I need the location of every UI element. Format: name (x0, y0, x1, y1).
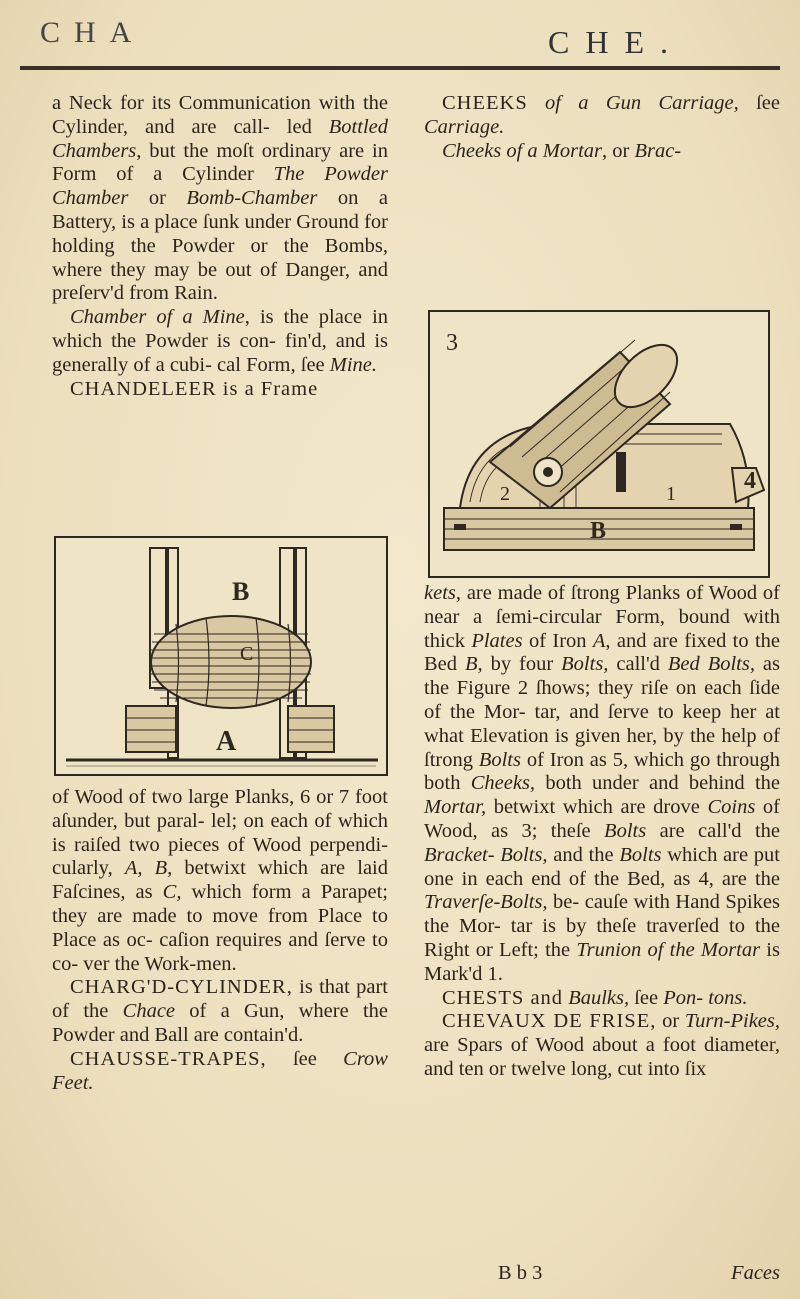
italic-text: Chamber of a Mine (70, 306, 245, 329)
text-run: of Wood of two large Planks, 6 or 7 foot aſunder, but paral- lel; on each of which is raiſed two pieces of Wood perpendi- cularly, (52, 786, 388, 880)
catchword: Faces (731, 1262, 780, 1284)
text-run: of Iron (522, 629, 593, 652)
text-run: or (128, 187, 187, 210)
text-run: call'd (608, 653, 668, 676)
text-run: of Iron as 5, which go through both (424, 748, 780, 795)
italic-text: Coins (707, 796, 756, 819)
italic-text: kets (424, 582, 456, 604)
italic-text: Crow Feet. (52, 1047, 388, 1094)
text-run: CHEEKS (442, 92, 528, 114)
label-2: 2 (500, 483, 510, 505)
italic-text: Brac- (634, 139, 682, 162)
running-header (0, 6, 800, 66)
italic-text: Bed Bolts, (667, 653, 755, 676)
text-run: both under and behind the (535, 772, 781, 795)
left-column-top (52, 92, 388, 401)
italic-text: Traverſe-Bolts, (424, 891, 548, 914)
italic-text: Baulks, (568, 986, 630, 1009)
text-run: a Neck for its Communication with the Cylinder, and are call- led (52, 92, 388, 138)
text-run: , and are fixed to the Bed (424, 629, 781, 676)
header-left: CHA (40, 16, 146, 49)
text-run: CHAUSSE-TRAPES, (70, 1047, 267, 1070)
italic-text: Chace (122, 1000, 176, 1023)
label-b: B (590, 518, 607, 544)
italic-text: Bolts (604, 819, 647, 842)
italic-text: Bottled Chambers (52, 115, 388, 162)
label-3: 3 (446, 330, 458, 356)
italic-text: A (592, 629, 606, 652)
paragraph (424, 1010, 780, 1081)
text-run: ſee (266, 1047, 344, 1070)
label-4: 4 (744, 468, 756, 494)
italic-text: A, B, (124, 857, 173, 880)
text-run: as the Figure 2 ſhows; they riſe on each ſide of the Mor- tar, and ſerve to keep her at what Elevation is given her, by the help of ſtrong (424, 653, 780, 771)
mortar-illustration (430, 312, 768, 576)
paragraph (424, 582, 780, 987)
italic-text: C, (162, 881, 182, 904)
label-a: A (216, 726, 237, 757)
italic-text: Turn-Pikes, (684, 1010, 780, 1033)
text-run: , are made of ſtrong Planks of Wood of near a ſemi-circular Form, bound with thick (424, 582, 780, 652)
text-run: is that part of the (52, 976, 388, 1023)
italic-text: Bolts, (561, 653, 609, 676)
italic-text: The Powder Chamber (52, 163, 388, 210)
text-run: betwixt which are laid Faſcines, as (52, 857, 389, 904)
paragraph (52, 1048, 388, 1096)
text-run: , is the place in which the Powder is con- fin'd, and is generally of a cubi- cal Form, ſee (52, 306, 389, 376)
italic-text: of a Gun Carriage, (545, 92, 739, 114)
text-run: CHARG'D-CYLINDER, (70, 976, 293, 999)
paragraph (52, 786, 388, 976)
italic-text: Mortar, (424, 796, 487, 819)
text-run: betwixt which are drove (486, 796, 708, 819)
label-1: 1 (666, 483, 676, 505)
page-footer (490, 1262, 780, 1285)
right-column-main (424, 582, 780, 1082)
right-column-top (424, 92, 780, 163)
left-column-bottom (52, 786, 388, 1095)
chandeleer-illustration (56, 538, 386, 774)
italic-text: Plates (471, 629, 523, 652)
text-run: be- cauſe with Hand Spikes the Mor- tar is by theſe traverſed to the Right or Left; the (424, 891, 780, 961)
paragraph (52, 92, 388, 306)
header-rule (20, 66, 780, 70)
italic-text: Carriage. (424, 115, 505, 138)
paragraph (52, 378, 388, 402)
paragraph (424, 987, 780, 1011)
text-run: which form a Parapet; they are made to move from Place to Place as oc- caſion requires and ſerve to co- ver the Work-men. (52, 881, 388, 975)
text-run: CHANDELEER is a Frame (70, 377, 319, 400)
paragraph (424, 92, 780, 140)
text-run: are call'd the (646, 819, 780, 842)
text-run: and the (547, 843, 620, 866)
text-run: by four (482, 653, 562, 676)
text-run: CHEVAUX DE FRISE, (442, 1010, 657, 1033)
figure-mortar-cheeks (428, 310, 770, 578)
italic-text: Cheeks of a Mortar (442, 139, 602, 162)
text-run: or (656, 1010, 685, 1033)
italic-text: Bolts (478, 748, 521, 771)
paragraph (52, 976, 388, 1047)
italic-text: Cheeks, (470, 772, 536, 795)
text-run: which are put one in each end of the Bed, as 4, are the (424, 843, 780, 890)
text-run: of Wood, as 3; theſe (424, 796, 781, 842)
text-run: ſee (629, 986, 664, 1009)
signature-mark: B b 3 (498, 1262, 543, 1284)
text-run: ſee (738, 92, 780, 114)
text-run: on a Battery, is a place ſunk under Ground for holding the Powder or the Bombs, where they may be out of Danger, and preſerv'd from Rain. (52, 187, 388, 305)
label-c: C (240, 643, 254, 665)
italic-text: Bracket- Bolts, (424, 843, 548, 866)
italic-text: Bolts (619, 843, 662, 866)
text-run: , or (602, 139, 635, 162)
paragraph (52, 306, 388, 377)
italic-text: B, (464, 653, 483, 676)
italic-text: Pon- tons. (663, 986, 748, 1009)
text-run: CHESTS and (442, 986, 564, 1009)
italic-text: Bomb-Chamber (186, 187, 318, 210)
text-run: of a Gun, where the Powder and Ball are contain'd. (52, 1000, 389, 1046)
fascines-bundle (151, 616, 311, 708)
label-b: B (232, 577, 250, 606)
italic-text: Trunion of the Mortar (576, 938, 761, 961)
text-run: , but the moſt ordinary are in Form of a Cylinder (52, 139, 388, 186)
text-run: is Mark'd 1. (424, 938, 780, 985)
header-right: CHE. (548, 24, 684, 60)
paragraph (424, 140, 780, 164)
italic-text: Mine. (329, 353, 378, 376)
text-run (528, 92, 545, 114)
text-run: are Spars of Wood about a foot diameter, and ten or twelve long, cut into ſix (424, 1034, 780, 1080)
figure-chandeleer (54, 536, 388, 776)
